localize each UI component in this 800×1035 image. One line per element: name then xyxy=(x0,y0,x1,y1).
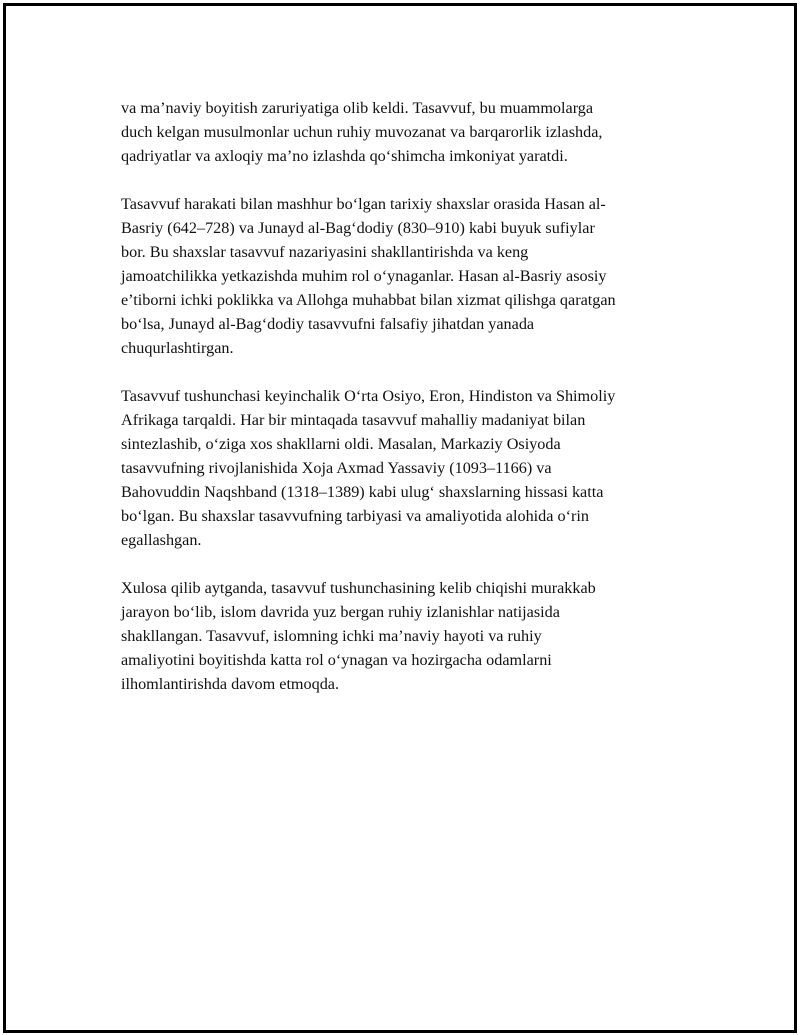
page-frame xyxy=(3,3,797,1033)
text-line: tasavvufning rivojlanishida Xoja Axmad Yassaviy (1093–1166) va xyxy=(121,459,552,477)
text-line: amaliyotini boyitishda katta rol o‘ynagan va hozirgacha odamlarni xyxy=(121,651,552,669)
text-line: jarayon bo‘lib, islom davrida yuz bergan ruhiy izlanishlar natijasida xyxy=(121,603,560,621)
text-line: bo‘lgan. Bu shaxslar tasavvufning tarbiyasi va amaliyotida alohida o‘rin xyxy=(121,507,589,525)
text-line: sintezlashib, o‘ziga xos shakllarni oldi. Masalan, Markaziy Osiyoda xyxy=(121,435,561,453)
text-line: Bahovuddin Naqshband (1318–1389) kabi ulug‘ shaxslarning hissasi katta xyxy=(121,483,604,501)
text-line: duch kelgan musulmonlar uchun ruhiy muvozanat va barqarorlik izlashda, xyxy=(121,123,603,141)
text-line: Basriy (642–728) va Junayd al-Bag‘dodiy (830–910) kabi buyuk sufiylar xyxy=(121,219,595,237)
text-line: chuqurlashtirgan. xyxy=(121,339,234,357)
text-line: Tasavvuf tushunchasi keyinchalik O‘rta Osiyo, Eron, Hindiston va Shimoliy xyxy=(121,387,616,405)
text-line: jamoatchilikka yetkazishda muhim rol o‘ynaganlar. Hasan al-Basriy asosiy xyxy=(121,267,607,285)
paragraph-3 xyxy=(121,384,701,552)
document-body xyxy=(121,96,701,720)
text-line: shakllangan. Tasavvuf, islomning ichki ma’naviy hayoti va ruhiy xyxy=(121,627,542,645)
paragraph-2 xyxy=(121,192,701,360)
text-line: bo‘lsa, Junayd al-Bag‘dodiy tasavvufni falsafiy jihatdan yanada xyxy=(121,315,535,333)
text-line: e’tiborni ichki poklikka va Allohga muhabbat bilan xizmat qilishga qaratgan xyxy=(121,291,616,309)
text-line: ilhomlantirishda davom etmoqda. xyxy=(121,675,340,693)
text-line: qadriyatlar va axloqiy ma’no izlashda qo‘shimcha imkoniyat yaratdi. xyxy=(121,147,568,165)
text-line: egallashgan. xyxy=(121,531,202,549)
text-line: va ma’naviy boyitish zaruriyatiga olib keldi. Tasavvuf, bu muammolarga xyxy=(121,99,594,117)
text-line: Xulosa qilib aytganda, tasavvuf tushunchasining kelib chiqishi murakkab xyxy=(121,579,596,597)
text-line: Afrikaga tarqaldi. Har bir mintaqada tasavvuf mahalliy madaniyat bilan xyxy=(121,411,586,429)
paragraph-4 xyxy=(121,576,701,696)
text-line: Tasavvuf harakati bilan mashhur bo‘lgan tarixiy shaxslar orasida Hasan al- xyxy=(121,195,606,213)
text-line: bor. Bu shaxslar tasavvuf nazariyasini shakllantirishda va keng xyxy=(121,243,529,261)
paragraph-1 xyxy=(121,96,701,168)
